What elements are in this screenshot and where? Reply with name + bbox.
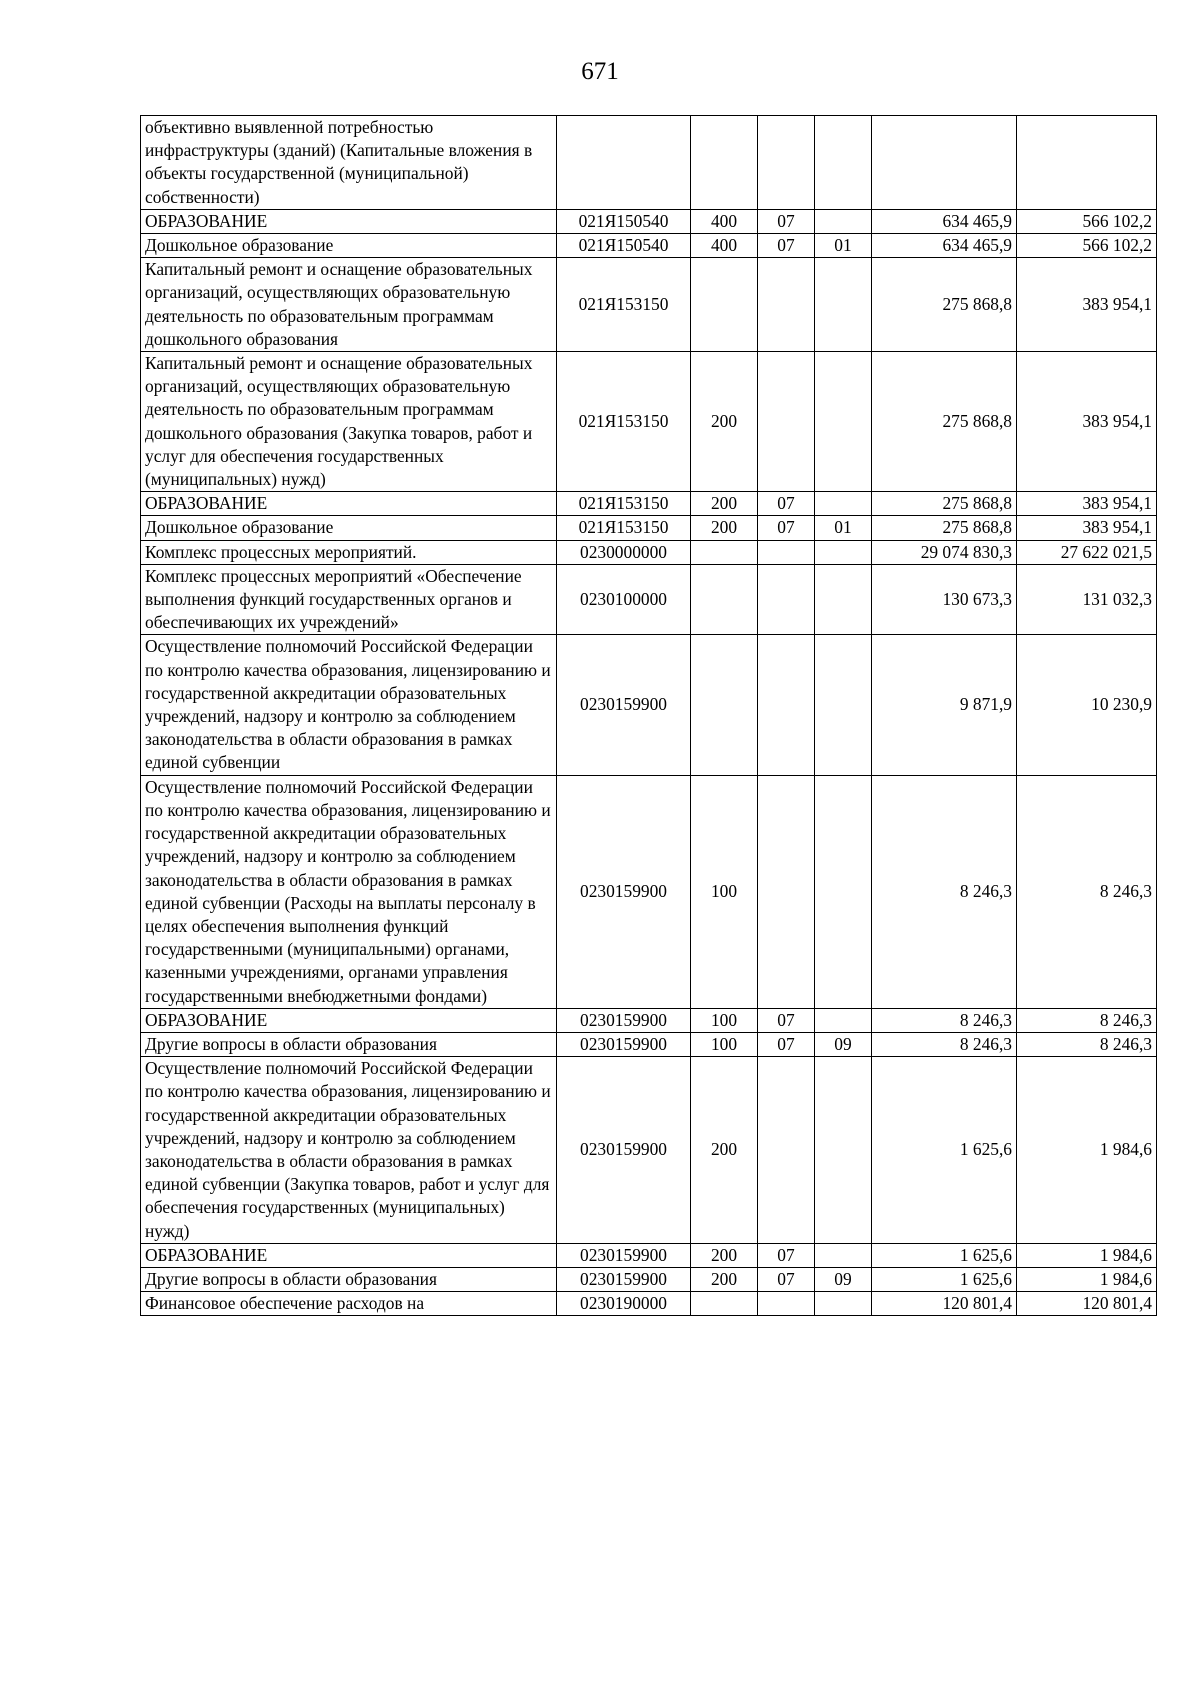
cell-amount-year-1: 275 868,8 — [872, 492, 1017, 516]
cell-target-article: 021Я150540 — [557, 234, 691, 258]
budget-table — [140, 115, 1157, 1316]
cell-amount-year-2: 1 984,6 — [1017, 1267, 1157, 1291]
cell-expense-type: 200 — [691, 1243, 758, 1267]
cell-target-article: 021Я153150 — [557, 516, 691, 540]
table-row — [141, 516, 1157, 540]
cell-section — [758, 116, 815, 210]
cell-name: Другие вопросы в области образования — [141, 1032, 557, 1056]
cell-section: 07 — [758, 1267, 815, 1291]
cell-amount-year-2: 1 984,6 — [1017, 1057, 1157, 1244]
cell-amount-year-2: 1 984,6 — [1017, 1243, 1157, 1267]
cell-subsection: 01 — [815, 516, 872, 540]
cell-target-article: 0230159900 — [557, 1032, 691, 1056]
cell-expense-type: 200 — [691, 516, 758, 540]
cell-expense-type: 400 — [691, 234, 758, 258]
cell-expense-type: 400 — [691, 209, 758, 233]
cell-amount-year-1: 634 465,9 — [872, 209, 1017, 233]
cell-section: 07 — [758, 516, 815, 540]
cell-expense-type: 100 — [691, 1008, 758, 1032]
cell-expense-type — [691, 564, 758, 635]
cell-target-article: 0230100000 — [557, 564, 691, 635]
cell-amount-year-2: 566 102,2 — [1017, 209, 1157, 233]
cell-target-article: 0230159900 — [557, 1008, 691, 1032]
cell-amount-year-1: 130 673,3 — [872, 564, 1017, 635]
cell-expense-type — [691, 1292, 758, 1316]
cell-target-article: 0230190000 — [557, 1292, 691, 1316]
cell-amount-year-2: 131 032,3 — [1017, 564, 1157, 635]
cell-subsection — [815, 352, 872, 492]
cell-subsection — [815, 1243, 872, 1267]
cell-name: Комплекс процессных мероприятий. — [141, 540, 557, 564]
page-number: 671 — [581, 58, 619, 85]
cell-amount-year-1: 8 246,3 — [872, 775, 1017, 1008]
cell-amount-year-1 — [872, 116, 1017, 210]
cell-amount-year-1: 1 625,6 — [872, 1057, 1017, 1244]
cell-name: Капитальный ремонт и оснащение образовательных организаций, осуществляющих образовательную деятельность по образовательным программам дошкольного образования — [141, 258, 557, 352]
cell-section — [758, 564, 815, 635]
cell-target-article: 0230159900 — [557, 635, 691, 775]
table-row — [141, 492, 1157, 516]
cell-amount-year-2: 383 954,1 — [1017, 492, 1157, 516]
cell-subsection: 01 — [815, 234, 872, 258]
cell-subsection — [815, 540, 872, 564]
cell-section: 07 — [758, 1032, 815, 1056]
cell-subsection — [815, 635, 872, 775]
cell-amount-year-1: 275 868,8 — [872, 258, 1017, 352]
cell-section: 07 — [758, 1243, 815, 1267]
cell-subsection: 09 — [815, 1032, 872, 1056]
cell-amount-year-1: 275 868,8 — [872, 516, 1017, 540]
cell-target-article: 0230159900 — [557, 1267, 691, 1291]
cell-target-article: 0230159900 — [557, 1057, 691, 1244]
cell-amount-year-1: 1 625,6 — [872, 1267, 1017, 1291]
table-row — [141, 1008, 1157, 1032]
table-row — [141, 352, 1157, 492]
cell-name: Осуществление полномочий Российской Федерации по контролю качества образования, лицензированию и государственной аккредитации образовательных учреждений, надзору и контролю за соблюдением законодательства в области образования в рамках единой субвенции (Закупка товаров, работ и услуг для обеспечения государственных (муниципальных) нужд) — [141, 1057, 557, 1244]
cell-subsection — [815, 1292, 872, 1316]
cell-section: 07 — [758, 234, 815, 258]
cell-name: Финансовое обеспечение расходов на — [141, 1292, 557, 1316]
cell-subsection — [815, 1057, 872, 1244]
cell-section: 07 — [758, 1008, 815, 1032]
cell-amount-year-1: 275 868,8 — [872, 352, 1017, 492]
cell-name: ОБРАЗОВАНИЕ — [141, 1008, 557, 1032]
table-row — [141, 1243, 1157, 1267]
cell-subsection: 09 — [815, 1267, 872, 1291]
cell-section — [758, 352, 815, 492]
cell-expense-type: 200 — [691, 1057, 758, 1244]
cell-expense-type: 200 — [691, 492, 758, 516]
cell-amount-year-2: 383 954,1 — [1017, 516, 1157, 540]
cell-section — [758, 1292, 815, 1316]
cell-target-article: 0230159900 — [557, 1243, 691, 1267]
cell-section: 07 — [758, 492, 815, 516]
cell-amount-year-2 — [1017, 116, 1157, 210]
cell-amount-year-2: 566 102,2 — [1017, 234, 1157, 258]
table-row — [141, 1267, 1157, 1291]
cell-section — [758, 540, 815, 564]
cell-amount-year-2: 8 246,3 — [1017, 775, 1157, 1008]
cell-target-article: 0230159900 — [557, 775, 691, 1008]
table-row — [141, 1032, 1157, 1056]
cell-amount-year-2: 27 622 021,5 — [1017, 540, 1157, 564]
cell-subsection — [815, 775, 872, 1008]
table-row — [141, 1057, 1157, 1244]
cell-amount-year-2: 8 246,3 — [1017, 1008, 1157, 1032]
table-body — [141, 116, 1157, 1316]
cell-section — [758, 1057, 815, 1244]
cell-section: 07 — [758, 209, 815, 233]
table-row — [141, 564, 1157, 635]
cell-name: ОБРАЗОВАНИЕ — [141, 492, 557, 516]
cell-name: Осуществление полномочий Российской Федерации по контролю качества образования, лицензированию и государственной аккредитации образовательных учреждений, надзору и контролю за соблюдением законодательства в области образования в рамках единой субвенции (Расходы на выплаты персоналу в целях обеспечения выполнения функций государственными (муниципальными) органами, казенными учреждениями, органами управления государственными внебюджетными фондами) — [141, 775, 557, 1008]
cell-section — [758, 635, 815, 775]
cell-amount-year-1: 8 246,3 — [872, 1008, 1017, 1032]
cell-expense-type: 100 — [691, 775, 758, 1008]
table-row — [141, 635, 1157, 775]
cell-name: Дошкольное образование — [141, 234, 557, 258]
cell-amount-year-2: 120 801,4 — [1017, 1292, 1157, 1316]
cell-expense-type — [691, 116, 758, 210]
cell-name: Другие вопросы в области образования — [141, 1267, 557, 1291]
cell-amount-year-2: 8 246,3 — [1017, 1032, 1157, 1056]
cell-target-article — [557, 116, 691, 210]
cell-section — [758, 775, 815, 1008]
cell-expense-type — [691, 635, 758, 775]
cell-name: Комплекс процессных мероприятий «Обеспечение выполнения функций государственных органов и обеспечивающих их учреждений» — [141, 564, 557, 635]
cell-name: Дошкольное образование — [141, 516, 557, 540]
cell-amount-year-1: 634 465,9 — [872, 234, 1017, 258]
table-row — [141, 1292, 1157, 1316]
cell-target-article: 0230000000 — [557, 540, 691, 564]
cell-name: объективно выявленной потребностью инфраструктуры (зданий) (Капитальные вложения в объекты государственной (муниципальной) собственности) — [141, 116, 557, 210]
cell-name: ОБРАЗОВАНИЕ — [141, 1243, 557, 1267]
cell-name: ОБРАЗОВАНИЕ — [141, 209, 557, 233]
cell-expense-type: 200 — [691, 352, 758, 492]
table-row — [141, 116, 1157, 210]
cell-target-article: 021Я153150 — [557, 492, 691, 516]
cell-amount-year-1: 9 871,9 — [872, 635, 1017, 775]
cell-amount-year-1: 1 625,6 — [872, 1243, 1017, 1267]
cell-target-article: 021Я153150 — [557, 258, 691, 352]
table-row — [141, 258, 1157, 352]
cell-subsection — [815, 116, 872, 210]
cell-target-article: 021Я150540 — [557, 209, 691, 233]
cell-expense-type: 200 — [691, 1267, 758, 1291]
table-row — [141, 540, 1157, 564]
cell-expense-type: 100 — [691, 1032, 758, 1056]
cell-subsection — [815, 209, 872, 233]
cell-amount-year-2: 383 954,1 — [1017, 352, 1157, 492]
cell-subsection — [815, 1008, 872, 1032]
cell-subsection — [815, 564, 872, 635]
table-row — [141, 209, 1157, 233]
cell-expense-type — [691, 540, 758, 564]
cell-name: Осуществление полномочий Российской Федерации по контролю качества образования, лицензированию и государственной аккредитации образовательных учреждений, надзору и контролю за соблюдением законодательства в области образования в рамках единой субвенции — [141, 635, 557, 775]
cell-amount-year-1: 120 801,4 — [872, 1292, 1017, 1316]
table-row — [141, 775, 1157, 1008]
cell-amount-year-1: 8 246,3 — [872, 1032, 1017, 1056]
cell-amount-year-2: 10 230,9 — [1017, 635, 1157, 775]
cell-name: Капитальный ремонт и оснащение образовательных организаций, осуществляющих образовательную деятельность по образовательным программам дошкольного образования (Закупка товаров, работ и услуг для обеспечения государственных (муниципальных) нужд) — [141, 352, 557, 492]
table-row — [141, 234, 1157, 258]
cell-amount-year-1: 29 074 830,3 — [872, 540, 1017, 564]
cell-subsection — [815, 258, 872, 352]
cell-subsection — [815, 492, 872, 516]
cell-section — [758, 258, 815, 352]
cell-amount-year-2: 383 954,1 — [1017, 258, 1157, 352]
cell-expense-type — [691, 258, 758, 352]
cell-target-article: 021Я153150 — [557, 352, 691, 492]
